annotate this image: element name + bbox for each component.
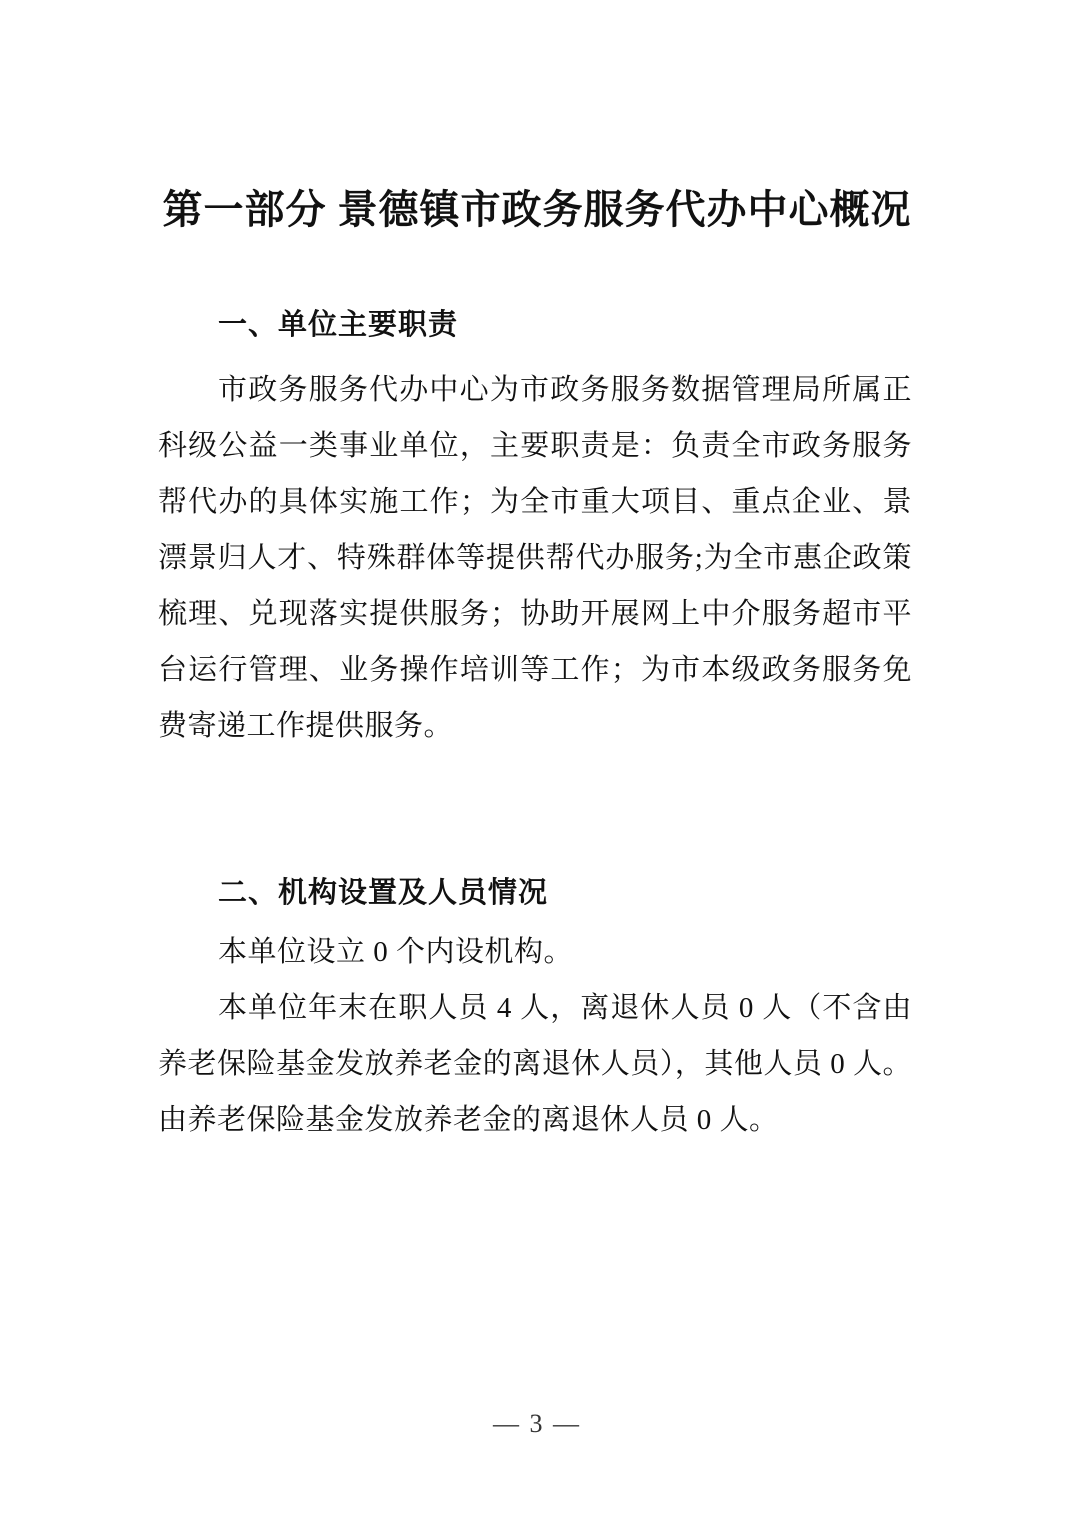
section-1-paragraph: 市政务服务代办中心为市政务服务数据管理局所属正科级公益一类事业单位，主要职责是：负责全市政务服务帮代办的具体实施工作；为全市重大项目、重点企业、景漂景归人才、特殊群体等提供帮代办服务;为全市惠企政策梳理、兑现落实提供服务；协助开展网上中介服务超市平台运行管理、业务操作培训等工作；为市本级政务服务免费寄递工作提供服务。 xyxy=(158,374,912,742)
section-2-heading: 二、机构设置及人员情况 xyxy=(218,877,549,909)
page-number: — 3 — xyxy=(493,1409,581,1438)
section-2-paragraph-1: 本单位设立 0 个内设机构。 xyxy=(218,936,574,968)
section-2-paragraph-2: 本单位年末在职人员 4 人，离退休人员 0 人（不含由养老保险基金发放养老金的离退休人员），其他人员 0 人。由养老保险基金发放养老金的离退休人员 0 人。 xyxy=(158,992,912,1136)
page-title: 第一部分 景德镇市政务服务代办中心概况 xyxy=(162,187,912,232)
section-1-heading: 一、单位主要职责 xyxy=(218,309,459,341)
document-body xyxy=(158,304,912,1148)
